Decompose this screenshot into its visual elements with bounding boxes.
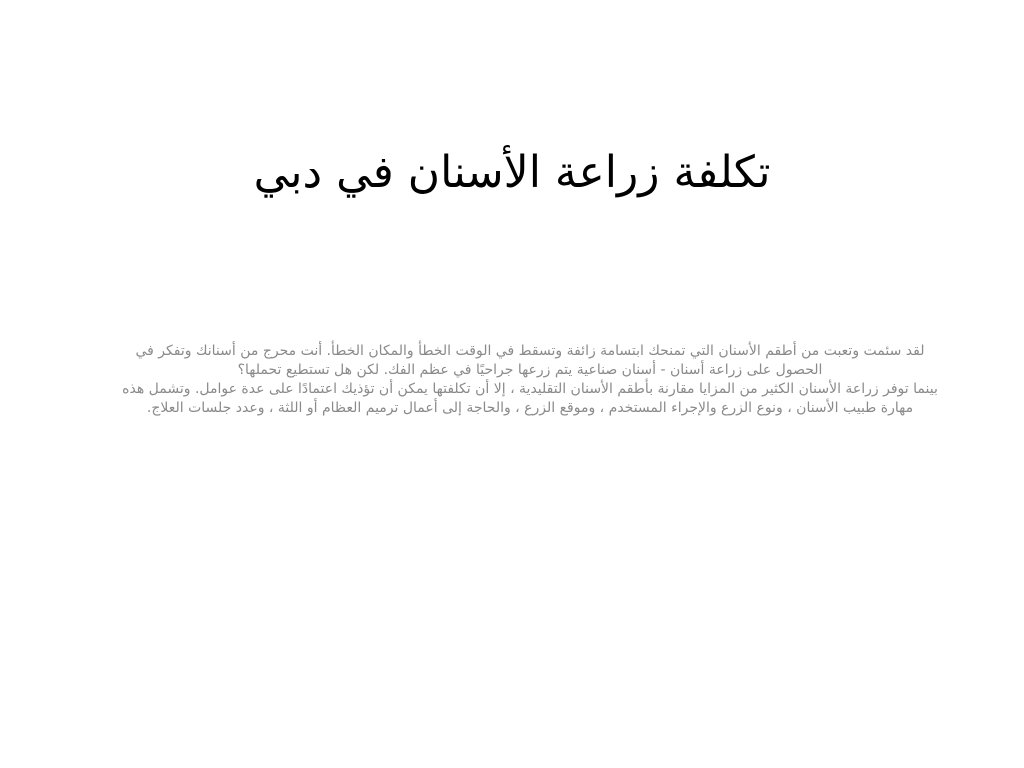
slide-title: تكلفة زراعة الأسنان في دبي <box>253 147 771 198</box>
slide-body <box>120 342 940 418</box>
paragraph-cost-factors: بينما توفر زراعة الأسنان الكثير من المزايا مقارنة بأطقم الأسنان التقليدية ، إلا أن تكلفتها يمكن أن تؤذيك اعتمادًا على عدة عوامل. وتشمل هذه مهارة طبيب الأسنان ، ونوع الزرع والإجراء المستخدم ، وموقع الزرع ، والحاجة إلى أعمال ترميم العظام أو اللثة ، وعدد جلسات العلاج. <box>122 381 938 416</box>
paragraph-intro: لقد سئمت وتعبت من أطقم الأسنان التي تمنحك ابتسامة زائفة وتسقط في الوقت الخطأ والمكان الخطأ. أنت محرج من أسنانك وتفكر في الحصول على زراعة أسنان - أسنان صناعية يتم زرعها جراحيًا في عظم الفك. لكن هل تستطيع تحملها؟ <box>135 343 925 378</box>
